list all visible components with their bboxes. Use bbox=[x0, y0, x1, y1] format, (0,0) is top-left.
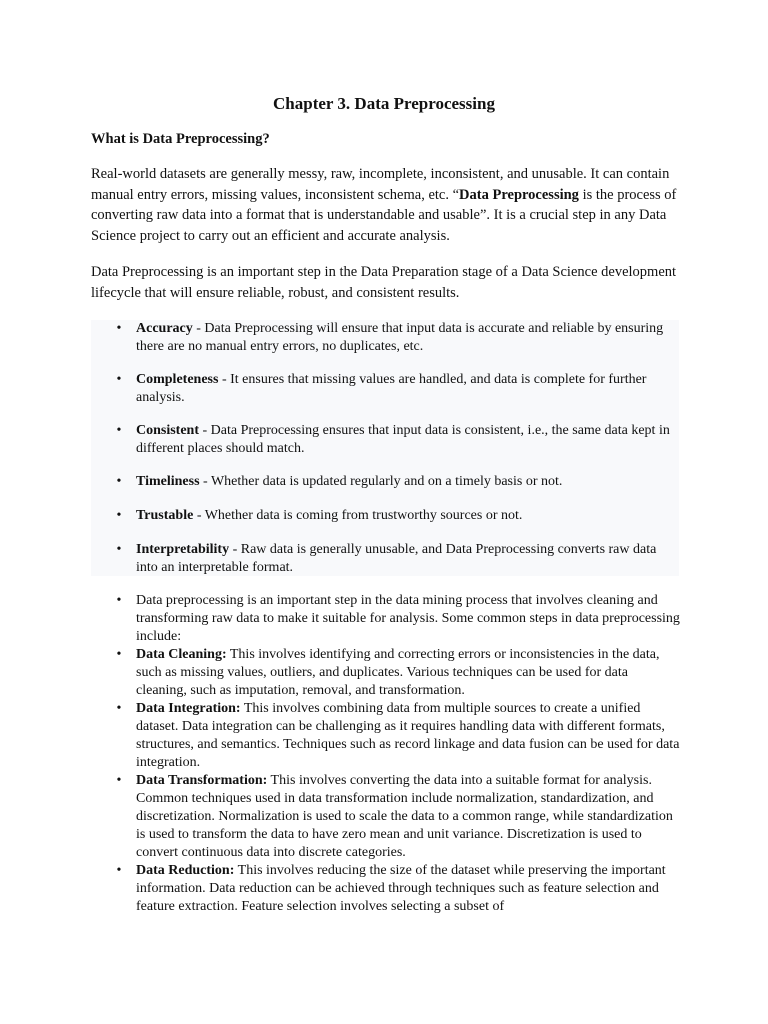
list-item-text: This involves identifying and correcting errors or inconsistencies in the data, such as missing values, outliers, and duplicates. Various techniques can be used for data cleaning, such as imputation, removal, and transformation. bbox=[136, 647, 660, 698]
list-item bbox=[116, 371, 676, 407]
section-heading: What is Data Preprocessing? bbox=[91, 131, 270, 147]
list-item bbox=[116, 592, 681, 646]
list-item-text: - Data Preprocessing will ensure that input data is accurate and reliable by ensuring there are no manual entry errors, no duplicates, etc. bbox=[136, 321, 664, 354]
bullet-icon: • bbox=[116, 321, 122, 336]
intro-text-part1: Real-world datasets are generally messy, raw, incomplete, inconsistent, and unusable. It can contain manual entry errors, missing values, inconsistent schema, etc. “ bbox=[91, 166, 670, 203]
list-item-term: Completeness bbox=[136, 372, 219, 387]
bullet-icon: • bbox=[116, 701, 122, 716]
intro-paragraph bbox=[91, 164, 681, 246]
list-item-text: - Whether data is updated regularly and on a timely basis or not. bbox=[199, 474, 563, 489]
list-item-term: Accuracy bbox=[136, 321, 193, 336]
list-item bbox=[116, 646, 681, 700]
list-item bbox=[116, 422, 676, 458]
list-item-text: - Whether data is coming from trustworthy sources or not. bbox=[193, 508, 523, 523]
list-item-text: - Data Preprocessing ensures that input data is consistent, i.e., the same data kept in different places should match. bbox=[136, 423, 670, 456]
list-item-text: - Raw data is generally unusable, and Data Preprocessing converts raw data into an interpretable format. bbox=[136, 542, 657, 575]
list-item-term: Data Integration: bbox=[136, 701, 241, 716]
list-item bbox=[116, 541, 676, 577]
intro-text-part2: is the process of converting raw data into a format that is understandable and usable”. It is a crucial step in any Data Science project to carry out an efficient and accurate analysis. bbox=[91, 186, 677, 244]
bullet-icon: • bbox=[116, 508, 122, 523]
list-item-term: Data Cleaning: bbox=[136, 647, 227, 662]
list-item bbox=[116, 700, 681, 772]
list-item-term: Data Reduction: bbox=[136, 863, 235, 878]
quality-list bbox=[116, 320, 676, 592]
list-item-text: This involves combining data from multiple sources to create a unified dataset. Data integration can be challenging as it requires handling data with different formats, structures, and semantics. Techniques such as record linkage and data fusion can be used for data integration. bbox=[136, 701, 680, 770]
list-item-text: This involves reducing the size of the dataset while preserving the important information. Data reduction can be achieved through techniques such as feature selection and feature extraction. Feature selection involves selecting a subset of bbox=[136, 863, 666, 914]
bullet-icon: • bbox=[116, 863, 122, 878]
bullet-icon: • bbox=[116, 773, 122, 788]
list-item-term: Interpretability bbox=[136, 542, 230, 557]
intro-bold-term: Data Preprocessing bbox=[459, 186, 579, 203]
bullet-icon: • bbox=[116, 474, 122, 489]
list-item-term: Timeliness bbox=[136, 474, 200, 489]
lifecycle-paragraph: Data Preprocessing is an important step in the Data Preparation stage of a Data Science development lifecycle that will ensure reliable, robust, and consistent results. bbox=[91, 264, 677, 301]
bullet-icon: • bbox=[116, 647, 122, 662]
list-item bbox=[116, 772, 681, 862]
bullet-icon: • bbox=[116, 372, 122, 387]
list-item-term: Consistent bbox=[136, 423, 200, 438]
list-item bbox=[116, 507, 676, 525]
chapter-title: Chapter 3. Data Preprocessing bbox=[273, 94, 495, 113]
list-item bbox=[116, 862, 681, 916]
list-item-term: Data Transformation: bbox=[136, 773, 268, 788]
list-item bbox=[116, 320, 676, 356]
list-item-text: - It ensures that missing values are handled, and data is complete for further analysis. bbox=[136, 372, 647, 405]
steps-list bbox=[116, 592, 681, 916]
list-item-text: This involves converting the data into a suitable format for analysis. Common techniques used in data transformation include normalization, standardization, and discretization. Normalization is used to scale the data to a common range, while standardization is used to transform the data to have zero mean and unit variance. Discretization is used to convert continuous data into discrete categories. bbox=[136, 773, 673, 860]
bullet-icon: • bbox=[116, 423, 122, 438]
bullet-icon: • bbox=[116, 542, 122, 557]
list-item-term: Trustable bbox=[136, 508, 194, 523]
list-item bbox=[116, 473, 676, 491]
steps-intro-text: Data preprocessing is an important step in the data mining process that involves cleaning and transforming raw data to make it suitable for analysis. Some common steps in data preprocessing include: bbox=[136, 593, 680, 644]
bullet-icon: • bbox=[116, 593, 122, 608]
